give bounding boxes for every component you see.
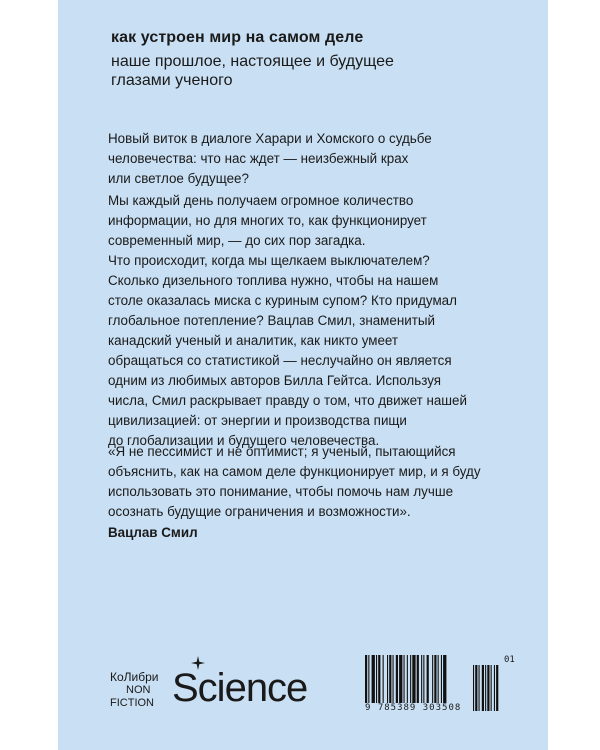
- kolibri-label: КоЛибри: [110, 670, 159, 684]
- science-label: Science: [172, 666, 308, 710]
- barcode-addon-bar: [475, 665, 477, 711]
- text-line: осознать будущие ограничения и возможности».: [108, 504, 411, 519]
- text-line: объяснить, как на самом деле функционирует мир, и я буду: [108, 464, 481, 479]
- subtitle-line: глазами ученого: [111, 72, 233, 89]
- barcode-addon-bar: [496, 665, 498, 711]
- text-line: Сколько дизельного топлива нужно, чтобы на нашем: [108, 273, 439, 288]
- subtitle-line: наше прошлое, настоящее и будущее: [111, 53, 394, 70]
- text-line: столе оказалась миска с куриным супом? Кто придумал: [108, 293, 457, 308]
- text-line: современный мир, — до сих пор загадка.: [108, 233, 366, 248]
- text-line: Мы каждый день получаем огромное количество: [108, 193, 414, 208]
- barcode: [363, 655, 513, 715]
- text-line: числа, Смил раскрывает правду о том, что движет нашей: [108, 393, 467, 408]
- author-quote: [108, 442, 528, 522]
- barcode-addon-bar: [494, 665, 495, 711]
- text-line: Что происходит, когда мы щелкаем выключателем?: [108, 253, 430, 268]
- text-line: канадский ученый и аналитик, как никто умеет: [108, 333, 399, 348]
- barcode-addon-bar: [487, 665, 489, 711]
- book-subtitle: [111, 52, 441, 90]
- body-paragraph: [108, 191, 508, 451]
- non-label: NON: [126, 684, 151, 696]
- fiction-label: FICTION: [110, 696, 154, 709]
- barcode-digits: 9 785389 303508: [365, 703, 462, 713]
- publisher-logo: [110, 654, 330, 710]
- barcode-addon-bar: [485, 665, 486, 711]
- quote-author: Вацлав Смил: [108, 525, 198, 540]
- text-line: или светлое будущее?: [108, 171, 249, 186]
- text-line: обращаться со статистикой — неслучайно он является: [108, 353, 452, 368]
- text-line: цивилизацией: от энергии и производства пищи: [108, 413, 407, 428]
- text-line: человечества: что нас ждет — неизбежный крах: [108, 151, 409, 166]
- text-line: использовать это понимание, чтобы помочь нам лучше: [108, 484, 454, 499]
- text-line: информации, но для многих то, как функционирует: [108, 213, 427, 228]
- barcode-addon: 01: [504, 655, 515, 665]
- intro-paragraph: [108, 129, 508, 189]
- barcode-addon-bar: [473, 665, 474, 711]
- barcode-addon-bar: [482, 665, 484, 711]
- text-line: одним из любимых авторов Билла Гейтса. Используя: [108, 373, 441, 388]
- book-title: как устроен мир на самом деле: [111, 29, 364, 46]
- text-line: Новый виток в диалоге Харари и Хомского о судьбе: [108, 131, 432, 146]
- text-line: глобальное потепление? Вацлав Смил, знаменитый: [108, 313, 435, 328]
- barcode-addon-bar: [479, 665, 480, 711]
- nonfiction-label: [110, 684, 154, 709]
- text-line: «Я не пессимист и не оптимист; я ученый, пытающийся: [108, 444, 456, 459]
- text-line: до глобализации и будущего человечества.: [108, 433, 380, 448]
- barcode-addon-bar: [491, 665, 492, 711]
